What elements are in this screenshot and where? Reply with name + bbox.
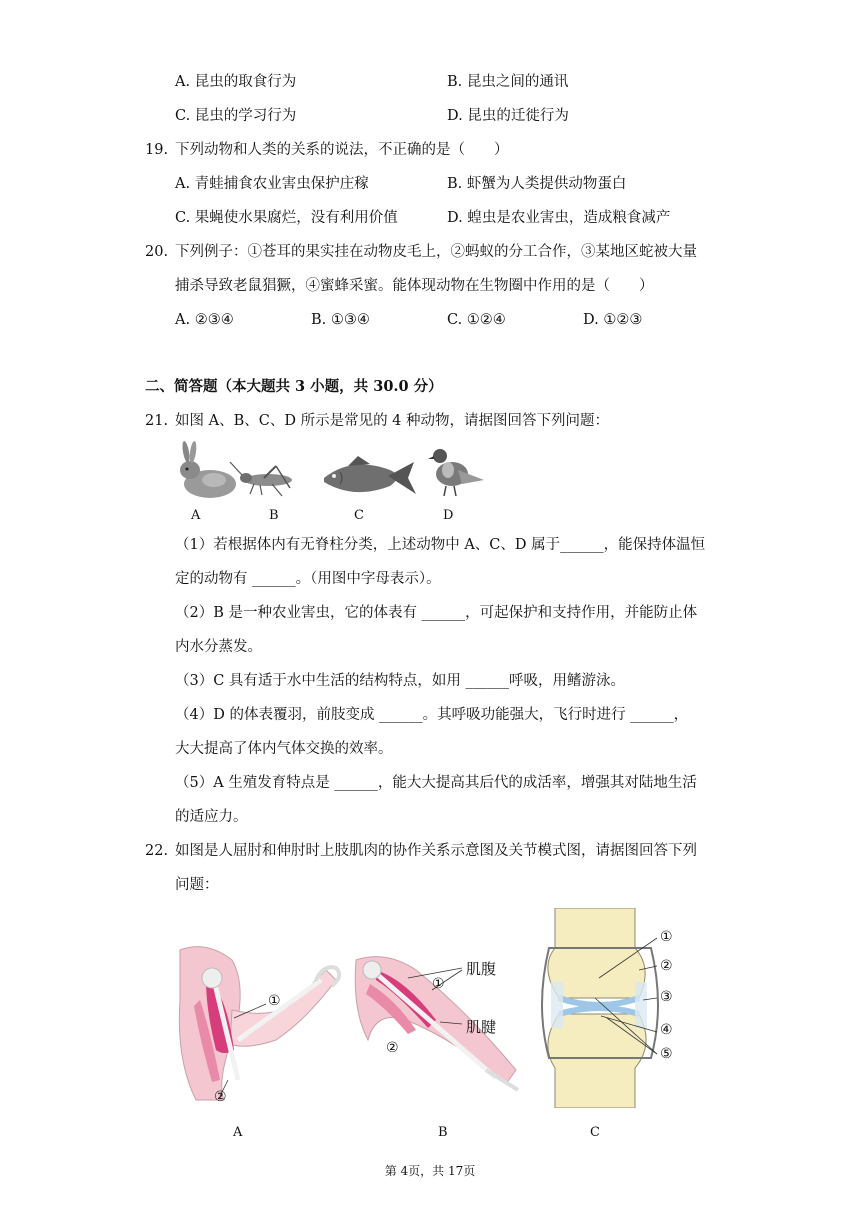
q21-part4-line2: 大大提高了体内气体交换的效率。 [175, 741, 393, 757]
joint-model-figure [535, 908, 665, 1108]
q20-stem-line1: 下列例子：①苍耳的果实挂在动物皮毛上，②蚂蚁的分工合作，③某地区蛇被大量 [175, 244, 697, 260]
fig-b-label-2: ② [386, 1040, 399, 1056]
muscle-belly-label: 肌腹 [466, 960, 497, 978]
q22-number: 22. [145, 843, 169, 859]
page-footer: 第 4页，共 17页 [384, 1164, 476, 1178]
q18-option-b: B. 昆虫之间的通讯 [447, 74, 569, 90]
animal-label-a: A [191, 508, 201, 523]
fig-label-c: C [590, 1125, 600, 1140]
q20-option-a: A. ②③④ [175, 312, 234, 328]
joint-label-3: ③ [660, 989, 673, 1005]
fig-a-label-2: ② [214, 1089, 227, 1105]
q22-stem-line1: 如图是人屈肘和伸肘时上肢肌肉的协作关系示意图及关节模式图，请据图回答下列 [175, 843, 697, 859]
q21-part2-line1: （2）B 是一种农业害虫，它的体表有 ______，可起保护和支持作用，并能防止体 [175, 605, 698, 621]
q18-option-a: A. 昆虫的取食行为 [175, 74, 297, 90]
rabbit-image [180, 441, 236, 498]
animal-label-c: C [354, 508, 364, 523]
q19-option-a: A. 青蛙捕食农业害虫保护庄稼 [175, 176, 369, 192]
arm-flexed-figure [176, 940, 356, 1110]
animal-label-b: B [269, 508, 279, 523]
q19-option-d: D. 蝗虫是农业害虫，造成粮食减产 [447, 210, 671, 226]
section-heading: 二、简答题（本大题共 3 小题，共 30.0 分） [145, 378, 443, 395]
q21-part1-line1: （1）若根据体内有无脊柱分类，上述动物中 A、C、D 属于______，能保持体温恒 [175, 537, 706, 553]
joint-label-5: ⑤ [660, 1046, 673, 1062]
q20-number: 20. [145, 244, 169, 260]
q19-option-b: B. 虾蟹为人类提供动物蛋白 [447, 176, 627, 192]
q18-option-d: D. 昆虫的迁徙行为 [447, 108, 569, 124]
fig-a-label-1: ① [268, 993, 281, 1009]
fish-image [324, 456, 416, 494]
animal-label-d: D [443, 508, 454, 523]
q21-stem: 如图 A、B、C、D 所示是常见的 4 种动物，请据图回答下列问题： [175, 413, 610, 429]
tendon-label: 肌腱 [466, 1018, 497, 1036]
q21-part5-line1: （5）A 生殖发育特点是 ______，能大大提高其后代的成活率，增强其对陆地生活 [175, 775, 697, 791]
q21-part2-line2: 内水分蒸发。 [175, 639, 262, 655]
q20-option-c: C. ①②④ [447, 312, 506, 328]
fig-b-label-1: ① [432, 976, 445, 992]
q20-option-d: D. ①②③ [583, 312, 643, 328]
q21-number: 21. [145, 413, 169, 429]
fig-label-b: B [438, 1125, 448, 1140]
fig-label-a: A [233, 1125, 243, 1140]
q19-option-c: C. 果蝇使水果腐烂，没有利用价值 [175, 210, 398, 226]
q22-stem-line2: 问题： [175, 877, 219, 893]
grasshopper-image [230, 462, 292, 496]
arm-extended-figure [346, 950, 526, 1100]
q19-stem: 下列动物和人类的关系的说法，不正确的是（ ） [175, 142, 509, 158]
pigeon-image [428, 449, 484, 496]
q21-part3: （3）C 具有适于水中生活的结构特点，如用 ______呼吸，用鳍游泳。 [175, 673, 626, 689]
q20-option-b: B. ①③④ [311, 312, 370, 328]
q20-stem-line2: 捕杀导致老鼠猖獗，④蜜蜂采蜜。能体现动物在生物圈中作用的是（ ） [175, 278, 654, 294]
joint-label-2: ② [660, 958, 673, 974]
q21-part4-line1: （4）D 的体表覆羽，前肢变成 ______。其呼吸功能强大，飞行时进行 ______， [175, 707, 689, 723]
q21-part1-line2: 定的动物有 ______。（用图中字母表示）。 [175, 571, 441, 587]
q21-part5-line2: 的适应力。 [175, 809, 248, 825]
q18-option-c: C. 昆虫的学习行为 [175, 108, 297, 124]
joint-label-1: ① [660, 929, 673, 945]
joint-label-4: ④ [660, 1022, 673, 1038]
animals-figure [172, 440, 492, 502]
q19-number: 19. [145, 142, 169, 158]
